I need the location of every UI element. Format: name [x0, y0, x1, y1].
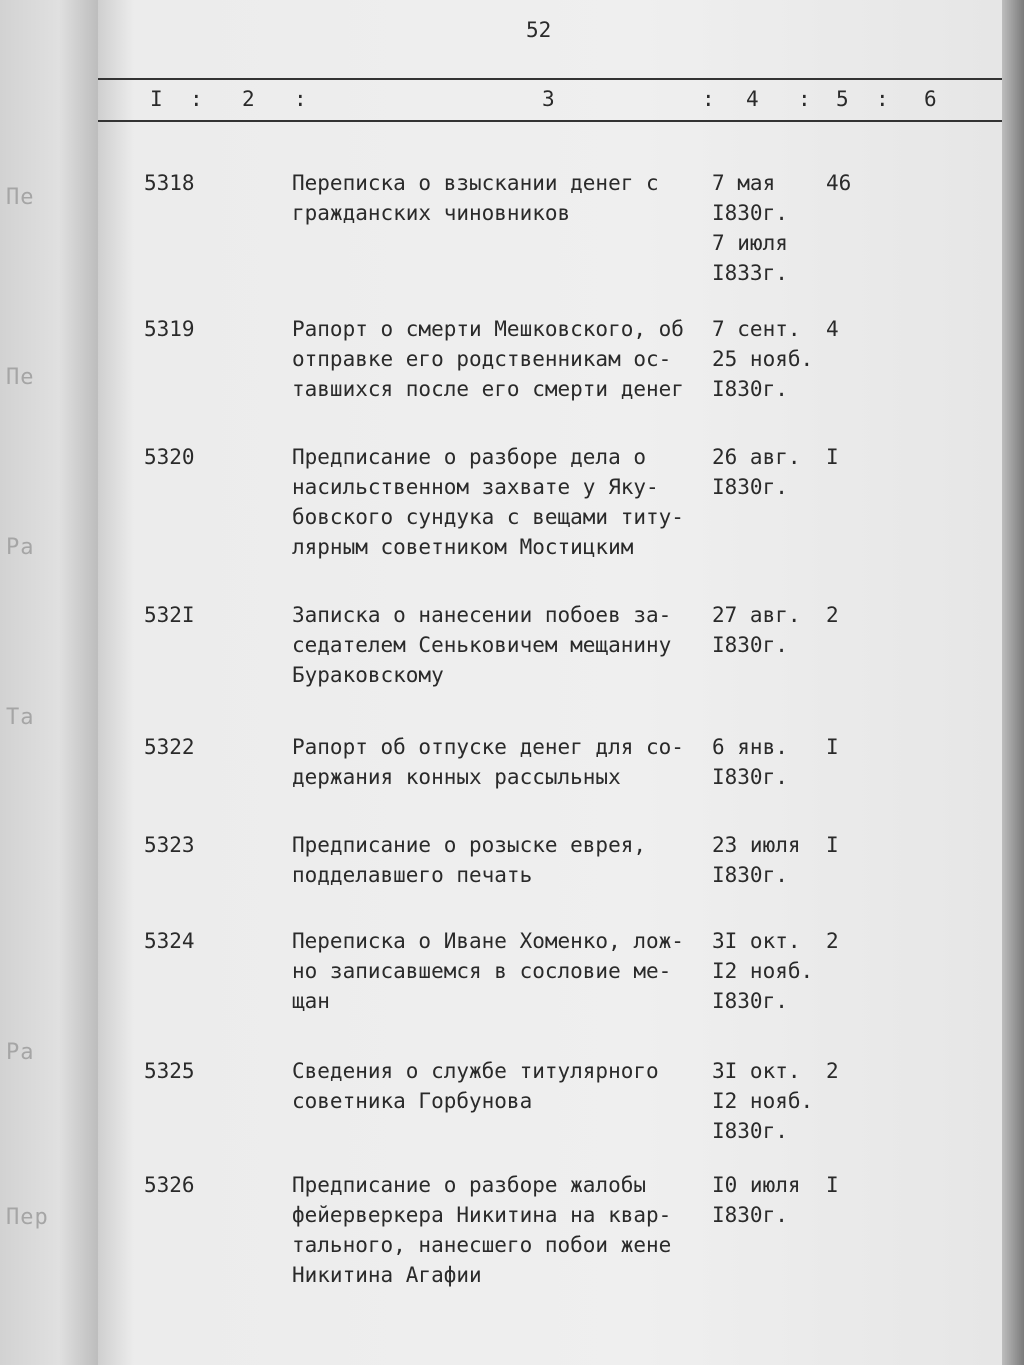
- column-separator: :: [702, 87, 715, 111]
- page-number: 52: [526, 18, 552, 42]
- description-line: Переписка о взыскании денег с: [292, 171, 659, 195]
- entry-description: [292, 926, 722, 1016]
- date-line: I2 нояб.: [712, 1089, 814, 1113]
- entry-number: 5323: [144, 833, 195, 857]
- entry-number: 5318: [144, 171, 195, 195]
- entry-sheet-count: 4: [826, 317, 839, 341]
- entry-dates: [712, 442, 822, 502]
- description-line: Сведения о службе титулярного: [292, 1059, 659, 1083]
- column-header-3: 3: [542, 87, 555, 111]
- entry-description: [292, 600, 722, 690]
- date-line: I0 июля: [712, 1173, 801, 1197]
- entry-dates: [712, 314, 822, 404]
- date-line: 7 сент.: [712, 317, 801, 341]
- entry-dates: [712, 1170, 822, 1230]
- entry-number: 5319: [144, 317, 195, 341]
- entry-sheet-count: I: [826, 833, 839, 857]
- column-header-2: 2: [242, 87, 255, 111]
- entry-sheet-count: 2: [826, 603, 839, 627]
- description-line: Никитина Агафии: [292, 1263, 482, 1287]
- entry-description: [292, 1170, 722, 1290]
- description-line: Бураковскому: [292, 663, 444, 687]
- column-header-6: 6: [924, 87, 937, 111]
- description-line: тавшихся после его смерти денег: [292, 377, 684, 401]
- description-line: Предписание о разборе жалобы: [292, 1173, 647, 1197]
- description-line: отправке его родственникам ос-: [292, 347, 672, 371]
- description-line: подделавшего печать: [292, 863, 533, 887]
- entry-sheet-count: I: [826, 445, 839, 469]
- date-line: I830г.: [712, 1119, 788, 1143]
- facing-page: [0, 0, 98, 1365]
- entry-number: 5326: [144, 1173, 195, 1197]
- date-line: I830г.: [712, 201, 788, 225]
- date-line: I830г.: [712, 633, 788, 657]
- description-line: щан: [292, 989, 330, 1013]
- column-header-5: 5: [836, 87, 849, 111]
- description-line: Предписание о разборе дела о: [292, 445, 647, 469]
- entry-dates: [712, 830, 822, 890]
- description-line: Рапорт об отпуске денег для со-: [292, 735, 684, 759]
- entry-description: [292, 314, 722, 404]
- date-line: I830г.: [712, 765, 788, 789]
- date-line: 3I окт.: [712, 1059, 801, 1083]
- date-line: I830г.: [712, 1203, 788, 1227]
- entry-dates: [712, 926, 822, 1016]
- entry-description: [292, 168, 722, 228]
- date-line: 7 мая: [712, 171, 776, 195]
- entry-sheet-count: I: [826, 735, 839, 759]
- date-line: I830г.: [712, 863, 788, 887]
- date-line: I830г.: [712, 475, 788, 499]
- date-line: 7 июля: [712, 231, 788, 255]
- description-line: но записавшемся в сословие ме-: [292, 959, 672, 983]
- entry-sheet-count: 2: [826, 1059, 839, 1083]
- description-line: фейерверкера Никитина на квар-: [292, 1203, 672, 1227]
- entry-description: [292, 830, 722, 890]
- date-line: 26 авг.: [712, 445, 801, 469]
- entry-sheet-count: 46: [826, 171, 852, 195]
- entry-dates: [712, 732, 822, 792]
- description-line: бовского сундука с вещами титу-: [292, 505, 684, 529]
- bleed-through-text: Ра: [6, 535, 35, 560]
- entry-number: 5322: [144, 735, 195, 759]
- description-line: Записка о нанесении побоев за-: [292, 603, 672, 627]
- bleed-through-text: Та: [6, 705, 35, 730]
- description-line: седателем Сеньковичем мещанину: [292, 633, 672, 657]
- entry-description: [292, 1056, 722, 1116]
- date-line: I830г.: [712, 377, 788, 401]
- entry-dates: [712, 1056, 822, 1146]
- bleed-through-text: Ра: [6, 1040, 35, 1065]
- date-line: I833г.: [712, 261, 788, 285]
- description-line: тального, нанесшего побои жене: [292, 1233, 672, 1257]
- column-separator: :: [190, 87, 203, 111]
- description-line: лярным советником Мостицким: [292, 535, 634, 559]
- column-header-1: I: [150, 87, 163, 111]
- date-line: 3I окт.: [712, 929, 801, 953]
- entry-number: 5324: [144, 929, 195, 953]
- description-line: гражданских чиновников: [292, 201, 571, 225]
- date-line: I830г.: [712, 989, 788, 1013]
- column-separator: :: [294, 87, 307, 111]
- date-line: 27 авг.: [712, 603, 801, 627]
- description-line: Предписание о розыске еврея,: [292, 833, 647, 857]
- column-separator: :: [798, 87, 811, 111]
- description-line: советника Горбунова: [292, 1089, 533, 1113]
- description-line: держания конных рассыльных: [292, 765, 621, 789]
- entry-dates: [712, 168, 822, 288]
- entry-sheet-count: 2: [826, 929, 839, 953]
- entry-number: 532I: [144, 603, 195, 627]
- entry-description: [292, 442, 722, 562]
- bleed-through-text: Пер: [6, 1205, 49, 1230]
- date-line: 23 июля: [712, 833, 801, 857]
- description-line: насильственном захвате у Яку-: [292, 475, 659, 499]
- entry-sheet-count: I: [826, 1173, 839, 1197]
- header-rule-bottom: [98, 120, 1002, 122]
- header-rule-top: [98, 78, 1002, 80]
- entry-number: 5325: [144, 1059, 195, 1083]
- bleed-through-text: Пе: [6, 365, 35, 390]
- date-line: I2 нояб.: [712, 959, 814, 983]
- document-page: [98, 0, 1002, 1365]
- entry-description: [292, 732, 722, 792]
- column-separator: :: [876, 87, 889, 111]
- description-line: Переписка о Иване Хоменко, лож-: [292, 929, 684, 953]
- entry-number: 5320: [144, 445, 195, 469]
- column-header-4: 4: [746, 87, 759, 111]
- date-line: 6 янв.: [712, 735, 788, 759]
- description-line: Рапорт о смерти Мешковского, об: [292, 317, 684, 341]
- entry-dates: [712, 600, 822, 660]
- column-header-row: [98, 87, 1002, 115]
- date-line: 25 нояб.: [712, 347, 814, 371]
- bleed-through-text: Пе: [6, 185, 35, 210]
- page-edge-shadow: [1002, 0, 1024, 1365]
